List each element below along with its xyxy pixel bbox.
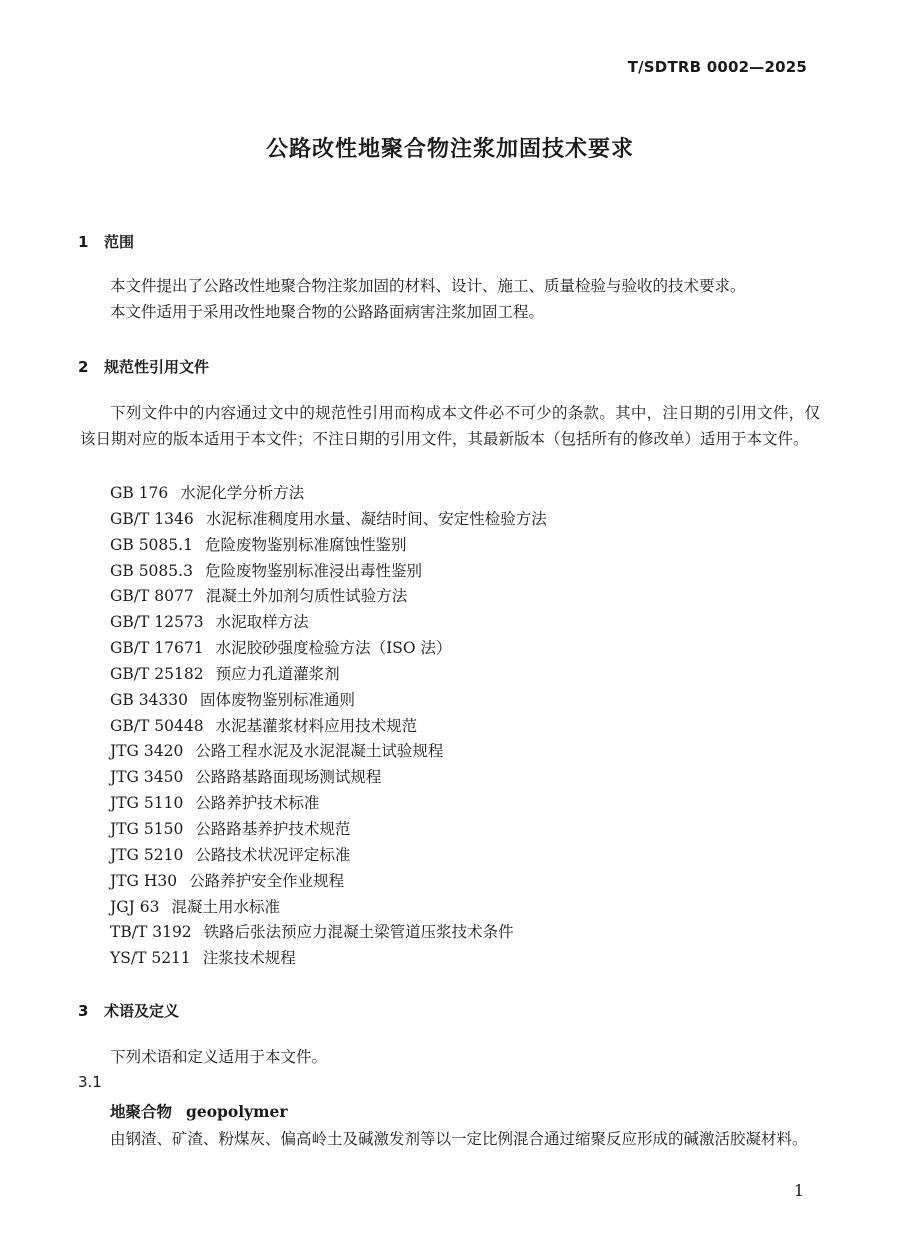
reference-code: JTG H30	[110, 871, 178, 890]
reference-code: GB 5085.1	[110, 535, 193, 554]
reference-code: GB/T 8077	[110, 587, 194, 606]
reference-code: GB/T 12573	[110, 613, 204, 632]
reference-code: GB/T 17671	[110, 639, 204, 658]
reference-item	[110, 946, 547, 972]
document-title: 公路改性地聚合物注浆加固技术要求	[265, 137, 634, 162]
section-title: 规范性引用文件	[104, 358, 210, 376]
reference-list	[110, 481, 547, 972]
reference-item	[110, 817, 547, 843]
reference-title: 危险废物鉴别标准腐蚀性鉴别	[204, 535, 407, 554]
section-3-heading	[78, 1000, 179, 1021]
reference-code: JTG 5110	[110, 794, 184, 813]
term-chinese: 地聚合物	[110, 1102, 173, 1121]
reference-title: 公路工程水泥及水泥混凝土试验规程	[195, 742, 444, 761]
section-number: 1	[78, 233, 89, 251]
reference-item	[110, 481, 547, 507]
section-number: 2	[78, 358, 89, 376]
subclause-number: 3.1	[78, 1073, 102, 1091]
reference-title: 水泥化学分析方法	[180, 484, 305, 502]
reference-item	[110, 584, 547, 610]
reference-item	[110, 895, 547, 921]
document-code: T/SDTRB 0002—2025	[627, 58, 807, 76]
reference-title: 水泥标准稠度用水量、凝结时间、安定性检验方法	[205, 509, 547, 528]
reference-item	[110, 662, 547, 688]
terms-intro: 下列术语和定义适用于本文件。	[110, 1048, 328, 1066]
reference-item	[110, 636, 547, 662]
term-english: geopolymer	[186, 1102, 288, 1121]
reference-title: 公路技术状况评定标准	[195, 845, 351, 864]
reference-title: 公路路基养护技术规范	[195, 819, 351, 838]
reference-code: YS/T 5211	[110, 949, 191, 968]
reference-title: 公路养护技术标准	[195, 794, 320, 813]
reference-title: 公路养护安全作业规程	[189, 871, 345, 890]
reference-code: JTG 5150	[110, 819, 184, 838]
reference-code: GB 176	[110, 484, 169, 502]
section-title: 术语及定义	[104, 1002, 180, 1020]
reference-code: JTG 3450	[110, 768, 184, 787]
reference-item	[110, 739, 547, 765]
section-title: 范围	[104, 233, 135, 251]
reference-code: JTG 5210	[110, 845, 184, 864]
reference-item	[110, 610, 547, 636]
section-1-heading	[78, 231, 134, 252]
section-2-heading	[78, 356, 209, 377]
term-definition: 由钢渣、矿渣、粉煤灰、偏高岭土及碱激发剂等以一定比例混合通过缩聚反应形成的碱激活胶凝材料。	[110, 1130, 808, 1148]
references-intro: 下列文件中的内容通过文中的规范性引用而构成本文件必不可少的条款。其中，注日期的引用文件，仅该日期对应的版本适用于本文件；不注日期的引用文件，其最新版本（包括所有的修改单）适用于本文件。	[80, 404, 820, 448]
reference-item	[110, 533, 547, 559]
reference-title: 公路路基路面现场测试规程	[195, 768, 382, 787]
reference-item	[110, 791, 547, 817]
reference-title: 混凝土外加剂匀质性试验方法	[205, 587, 408, 606]
reference-code: GB 34330	[110, 690, 189, 709]
reference-title: 水泥取样方法	[215, 613, 309, 632]
reference-code: GB/T 1346	[110, 509, 194, 528]
reference-code: GB/T 50448	[110, 716, 204, 735]
scope-paragraph-2: 本文件适用于采用改性地聚合物的公路路面病害注浆加固工程。	[110, 303, 545, 321]
reference-title: 注浆技术规程	[202, 949, 296, 968]
reference-title: 铁路后张法预应力混凝土梁管道压浆技术条件	[203, 923, 514, 942]
page-number: 1	[793, 1181, 804, 1200]
reference-code: JGJ 63	[110, 897, 160, 916]
reference-item	[110, 559, 547, 585]
reference-title: 固体废物鉴别标准通则	[200, 690, 356, 709]
reference-title: 水泥基灌浆材料应用技术规范	[215, 716, 418, 735]
reference-item	[110, 869, 547, 895]
reference-item	[110, 920, 547, 946]
section-number: 3	[78, 1002, 89, 1020]
reference-title: 混凝土用水标准	[171, 897, 280, 916]
reference-code: TB/T 3192	[110, 923, 192, 942]
reference-code: GB 5085.3	[110, 561, 193, 580]
reference-item	[110, 688, 547, 714]
reference-item	[110, 843, 547, 869]
reference-title: 水泥胶砂强度检验方法（ISO 法）	[215, 639, 452, 658]
reference-code: GB/T 25182	[110, 664, 204, 683]
reference-code: JTG 3420	[110, 742, 184, 761]
scope-paragraph-1: 本文件提出了公路改性地聚合物注浆加固的材料、设计、施工、质量检验与验收的技术要求。	[110, 277, 746, 295]
reference-title: 预应力孔道灌浆剂	[215, 664, 340, 683]
reference-item	[110, 507, 547, 533]
term-entry	[110, 1100, 288, 1122]
reference-item	[110, 765, 547, 791]
reference-item	[110, 714, 547, 740]
reference-title: 危险废物鉴别标准浸出毒性鉴别	[204, 561, 422, 580]
